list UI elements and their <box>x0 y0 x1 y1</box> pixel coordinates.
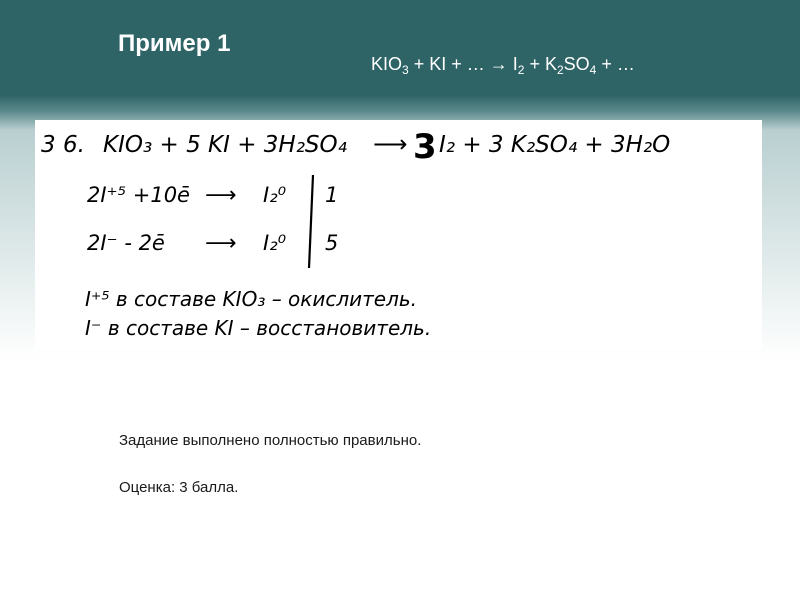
equation-subscript: 4 <box>589 63 597 77</box>
equation-subscript: 3 <box>402 63 409 77</box>
equation-part: SO <box>563 54 590 74</box>
hw-half-reaction-2-factor: 5 <box>325 231 339 255</box>
equation-part: + K <box>524 54 557 74</box>
task-result-text: Задание выполнено полностью правильно. <box>119 432 422 449</box>
equation-subscript: 2 <box>556 63 564 77</box>
equation-part: + … <box>596 54 635 74</box>
hw-task-label: 3 6. <box>41 132 85 158</box>
hw-half-reaction-1-right: I₂⁰ <box>263 183 287 207</box>
hw-divider-line <box>309 175 313 268</box>
hw-half-reaction-1-left: 2I⁺⁵ +10ē <box>87 183 190 207</box>
reaction-equation <box>371 51 701 77</box>
hw-arrow: ⟶ <box>373 130 408 158</box>
slide-title: Пример 1 <box>118 30 231 57</box>
hw-half-reaction-1-factor: 1 <box>325 183 339 207</box>
hw-reducer-line: I⁻ в составе KI – восстановитель. <box>85 316 432 340</box>
grade-text: Оценка: 3 балла. <box>119 479 239 496</box>
hw-half-reaction-1-arrow: ⟶ <box>205 183 237 208</box>
hw-oxidizer-line: I⁺⁵ в составе KIO₃ – окислитель. <box>85 287 418 311</box>
hw-coefficient: 3 <box>413 127 437 167</box>
hw-equation-right: I₂ + 3 K₂SO₄ + 3H₂O <box>439 132 671 158</box>
hw-equation-left: KIO₃ + 5 KI + 3H₂SO₄ <box>103 132 347 158</box>
hw-half-reaction-2-right: I₂⁰ <box>263 231 287 255</box>
equation-subscript: 2 <box>517 63 525 77</box>
hw-half-reaction-2-left: 2I⁻ - 2ē <box>87 231 165 255</box>
hw-half-reaction-2-arrow: ⟶ <box>205 231 237 256</box>
equation-part: + KI + … → I <box>408 54 518 74</box>
equation-part: KIO <box>371 54 403 74</box>
handwritten-solution-image <box>35 120 762 350</box>
